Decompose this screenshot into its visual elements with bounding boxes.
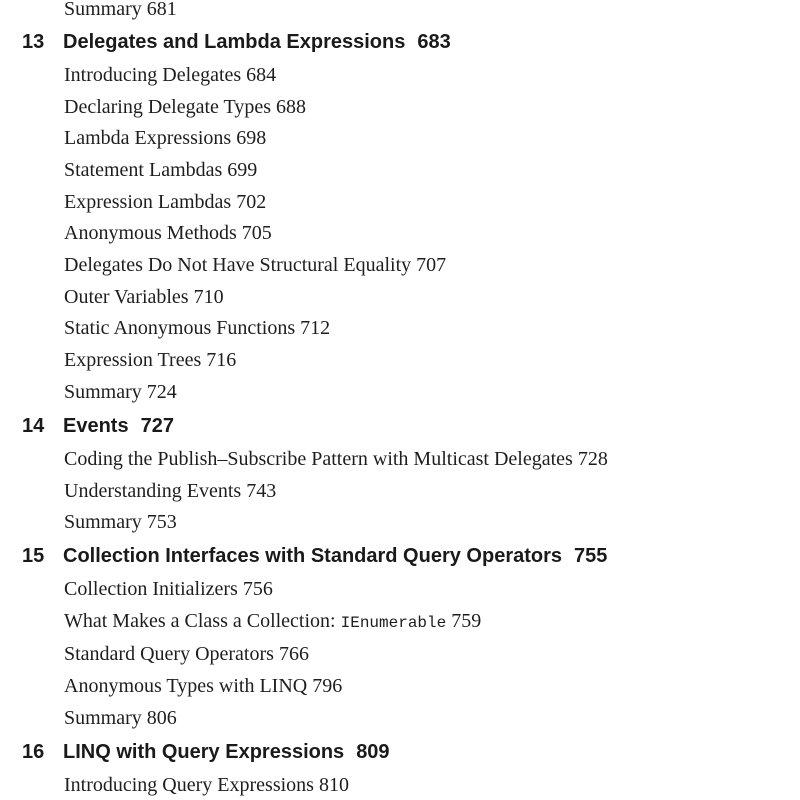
entry-page: 688 <box>276 96 307 118</box>
entry-title: Outer Variables <box>64 286 189 308</box>
toc-entry <box>64 253 446 277</box>
entry-title: Coding the Publish–Subscribe Pattern with Multicast Delegates <box>64 448 573 470</box>
entry-page: 707 <box>416 254 447 276</box>
entry-title: Expression Trees <box>64 349 202 371</box>
entry-page: 766 <box>278 643 309 665</box>
toc-entry <box>64 63 276 87</box>
toc-entry <box>64 0 177 21</box>
entry-page: 810 <box>318 774 349 796</box>
entry-title: Introducing Delegates <box>64 64 242 86</box>
toc-entry <box>64 479 276 503</box>
entry-title: Summary <box>64 707 142 729</box>
entry-title: Summary <box>64 0 142 20</box>
chapter-heading <box>22 544 607 568</box>
entry-page: 698 <box>236 127 267 149</box>
toc-entry <box>64 221 272 245</box>
chapter-page: 683 <box>417 31 451 53</box>
entry-page: 724 <box>146 381 177 403</box>
entry-title: Declaring Delegate Types <box>64 96 272 118</box>
toc-entry <box>64 126 266 150</box>
entry-title: Introducing Query Expressions <box>64 774 314 796</box>
entry-page: 743 <box>246 480 277 502</box>
toc-entry <box>64 609 481 635</box>
toc-entry <box>64 190 266 214</box>
entry-title: Anonymous Methods <box>64 222 237 244</box>
toc-entry <box>64 316 330 340</box>
toc-entry <box>64 95 306 119</box>
entry-page: 684 <box>246 64 277 86</box>
chapter-page: 755 <box>574 545 608 567</box>
entry-title: Expression Lambdas <box>64 191 232 213</box>
chapter-number: 15 <box>22 545 45 567</box>
entry-code: IEnumerable <box>340 614 447 632</box>
chapter-number: 13 <box>22 31 45 53</box>
entry-title: Summary <box>64 511 142 533</box>
chapter-number: 14 <box>22 415 45 437</box>
entry-title: Lambda Expressions <box>64 127 232 149</box>
chapter-heading <box>22 414 174 438</box>
entry-title: Understanding Events <box>64 480 242 502</box>
entry-page: 796 <box>312 675 343 697</box>
entry-page: 705 <box>241 222 272 244</box>
entry-title: Anonymous Types with LINQ <box>64 675 308 697</box>
entry-title: Statement Lambdas <box>64 159 223 181</box>
entry-page: 753 <box>146 511 177 533</box>
entry-title: What Makes a Class a Collection: <box>64 610 336 632</box>
toc-entry <box>64 447 608 471</box>
entry-title: Static Anonymous Functions <box>64 317 296 339</box>
entry-page: 756 <box>242 578 273 600</box>
chapter-title: LINQ with Query Expressions <box>63 741 345 763</box>
chapter-title: Events <box>63 415 129 437</box>
toc-entry <box>64 348 236 372</box>
entry-page: 806 <box>146 707 177 729</box>
entry-page: 712 <box>300 317 331 339</box>
entry-title: Delegates Do Not Have Structural Equality <box>64 254 412 276</box>
chapter-title: Delegates and Lambda Expressions <box>63 31 406 53</box>
toc-entry <box>64 674 342 698</box>
entry-page: 702 <box>236 191 267 213</box>
chapter-number: 16 <box>22 741 45 763</box>
entry-page: 728 <box>577 448 608 470</box>
toc-entry <box>64 706 177 730</box>
entry-page: 716 <box>206 349 237 371</box>
entry-page: 710 <box>193 286 224 308</box>
toc-entry <box>64 285 224 309</box>
toc-entry <box>64 773 349 797</box>
chapter-page: 727 <box>140 415 174 437</box>
toc-entry <box>64 642 309 666</box>
toc-entry <box>64 510 177 534</box>
chapter-heading <box>22 30 451 54</box>
entry-page: 681 <box>146 0 177 20</box>
entry-title: Collection Initializers <box>64 578 238 600</box>
chapter-title: Collection Interfaces with Standard Query Operators <box>63 545 563 567</box>
entry-title: Summary <box>64 381 142 403</box>
chapter-page: 809 <box>356 741 390 763</box>
entry-page: 699 <box>227 159 258 181</box>
entry-title: Standard Query Operators <box>64 643 274 665</box>
toc-entry <box>64 380 177 404</box>
toc-entry <box>64 577 273 601</box>
entry-page: 759 <box>451 610 482 632</box>
toc-entry <box>64 158 257 182</box>
chapter-heading <box>22 740 390 764</box>
